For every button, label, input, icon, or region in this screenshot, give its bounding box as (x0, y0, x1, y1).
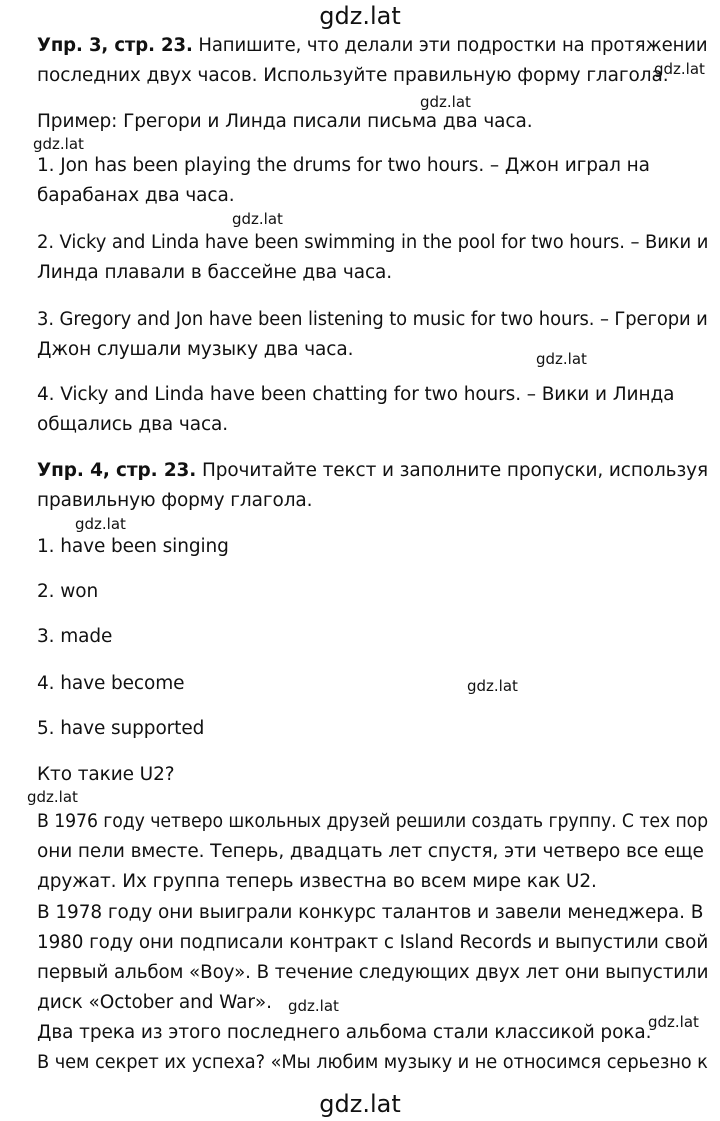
ex4-answer-2: 2. won (37, 581, 99, 602)
ex4-text-line-4: В 1978 году они выиграли конкурс талантов и завели менеджера. В (37, 902, 704, 923)
watermark: gdz.lat (536, 350, 587, 368)
watermark: gdz.lat (467, 677, 518, 695)
ex3-item-1-line-2: барабанах два часа. (37, 185, 235, 206)
ex4-answer-5: 5. have supported (37, 718, 205, 739)
ex3-task-line-2: последних двух часов. Используйте правильную форму глагола. (37, 65, 669, 86)
ex4-text-line-8: Два трека из этого последнего альбома стали классикой рока. (37, 1022, 652, 1043)
ex4-task-line-1 (37, 456, 708, 486)
ex4-text-line-5: 1980 году они подписали контракт с Island Records и выпустили свой (37, 932, 709, 953)
ex3-task-line-1 (37, 31, 708, 61)
ex4-text-title: Кто такие U2? (37, 764, 175, 785)
watermark: gdz.lat (420, 93, 471, 111)
watermark-bottom: gdz.lat (319, 1090, 401, 1118)
watermark: gdz.lat (654, 60, 705, 78)
ex4-text-line-3: дружат. Их группа теперь известна во всем мире как U2. (37, 871, 597, 892)
ex3-task-text-1: Напишите, что делали эти подростки на протяжении (192, 35, 708, 56)
ex4-task-line-2: правильную форму глагола. (37, 490, 313, 511)
ex3-item-3-line-1: 3. Gregory and Jon have been listening to music for two hours. – Грегори и (37, 309, 708, 330)
ex4-text-line-9: В чем секрет их успеха? «Мы любим музыку и не относимся серьезно к (37, 1052, 708, 1073)
watermark: gdz.lat (288, 997, 339, 1015)
watermark-top: gdz.lat (319, 2, 401, 30)
ex3-item-3-line-2: Джон слушали музыку два часа. (37, 339, 354, 360)
ex3-item-4-line-2: общались два часа. (37, 414, 229, 435)
ex4-answer-3: 3. made (37, 626, 113, 647)
ex3-example: Пример: Грегори и Линда писали письма два часа. (37, 111, 533, 132)
ex4-text-line-7: диск «October and War». (37, 992, 272, 1013)
ex3-item-2-line-1: 2. Vicky and Linda have been swimming in the pool for two hours. – Вики и (37, 232, 709, 253)
ex4-text-line-1: В 1976 году четверо школьных друзей решили создать группу. С тех пор (37, 811, 709, 832)
ex4-text-line-2: они пели вместе. Теперь, двадцать лет спустя, эти четверо все еще (37, 841, 704, 862)
ex4-text-line-6: первый альбом «Boy». В течение следующих двух лет они выпустили (37, 962, 709, 983)
ex4-answer-1: 1. have been singing (37, 536, 229, 557)
ex3-item-1-line-1: 1. Jon has been playing the drums for two hours. – Джон играл на (37, 155, 650, 176)
ex3-item-4-line-1: 4. Vicky and Linda have been chatting for two hours. – Вики и Линда (37, 384, 675, 405)
ex4-task-text-1: Прочитайте текст и заполните пропуски, используя (196, 460, 708, 481)
ex3-heading: Упр. 3, стр. 23. (37, 35, 193, 56)
watermark: gdz.lat (75, 515, 126, 533)
watermark: gdz.lat (648, 1013, 699, 1031)
watermark: gdz.lat (232, 210, 283, 228)
watermark: gdz.lat (27, 788, 78, 806)
ex4-answer-4: 4. have become (37, 673, 185, 694)
ex4-heading: Упр. 4, стр. 23. (37, 460, 197, 481)
ex3-item-2-line-2: Линда плавали в бассейне два часа. (37, 262, 393, 283)
watermark: gdz.lat (33, 135, 84, 153)
